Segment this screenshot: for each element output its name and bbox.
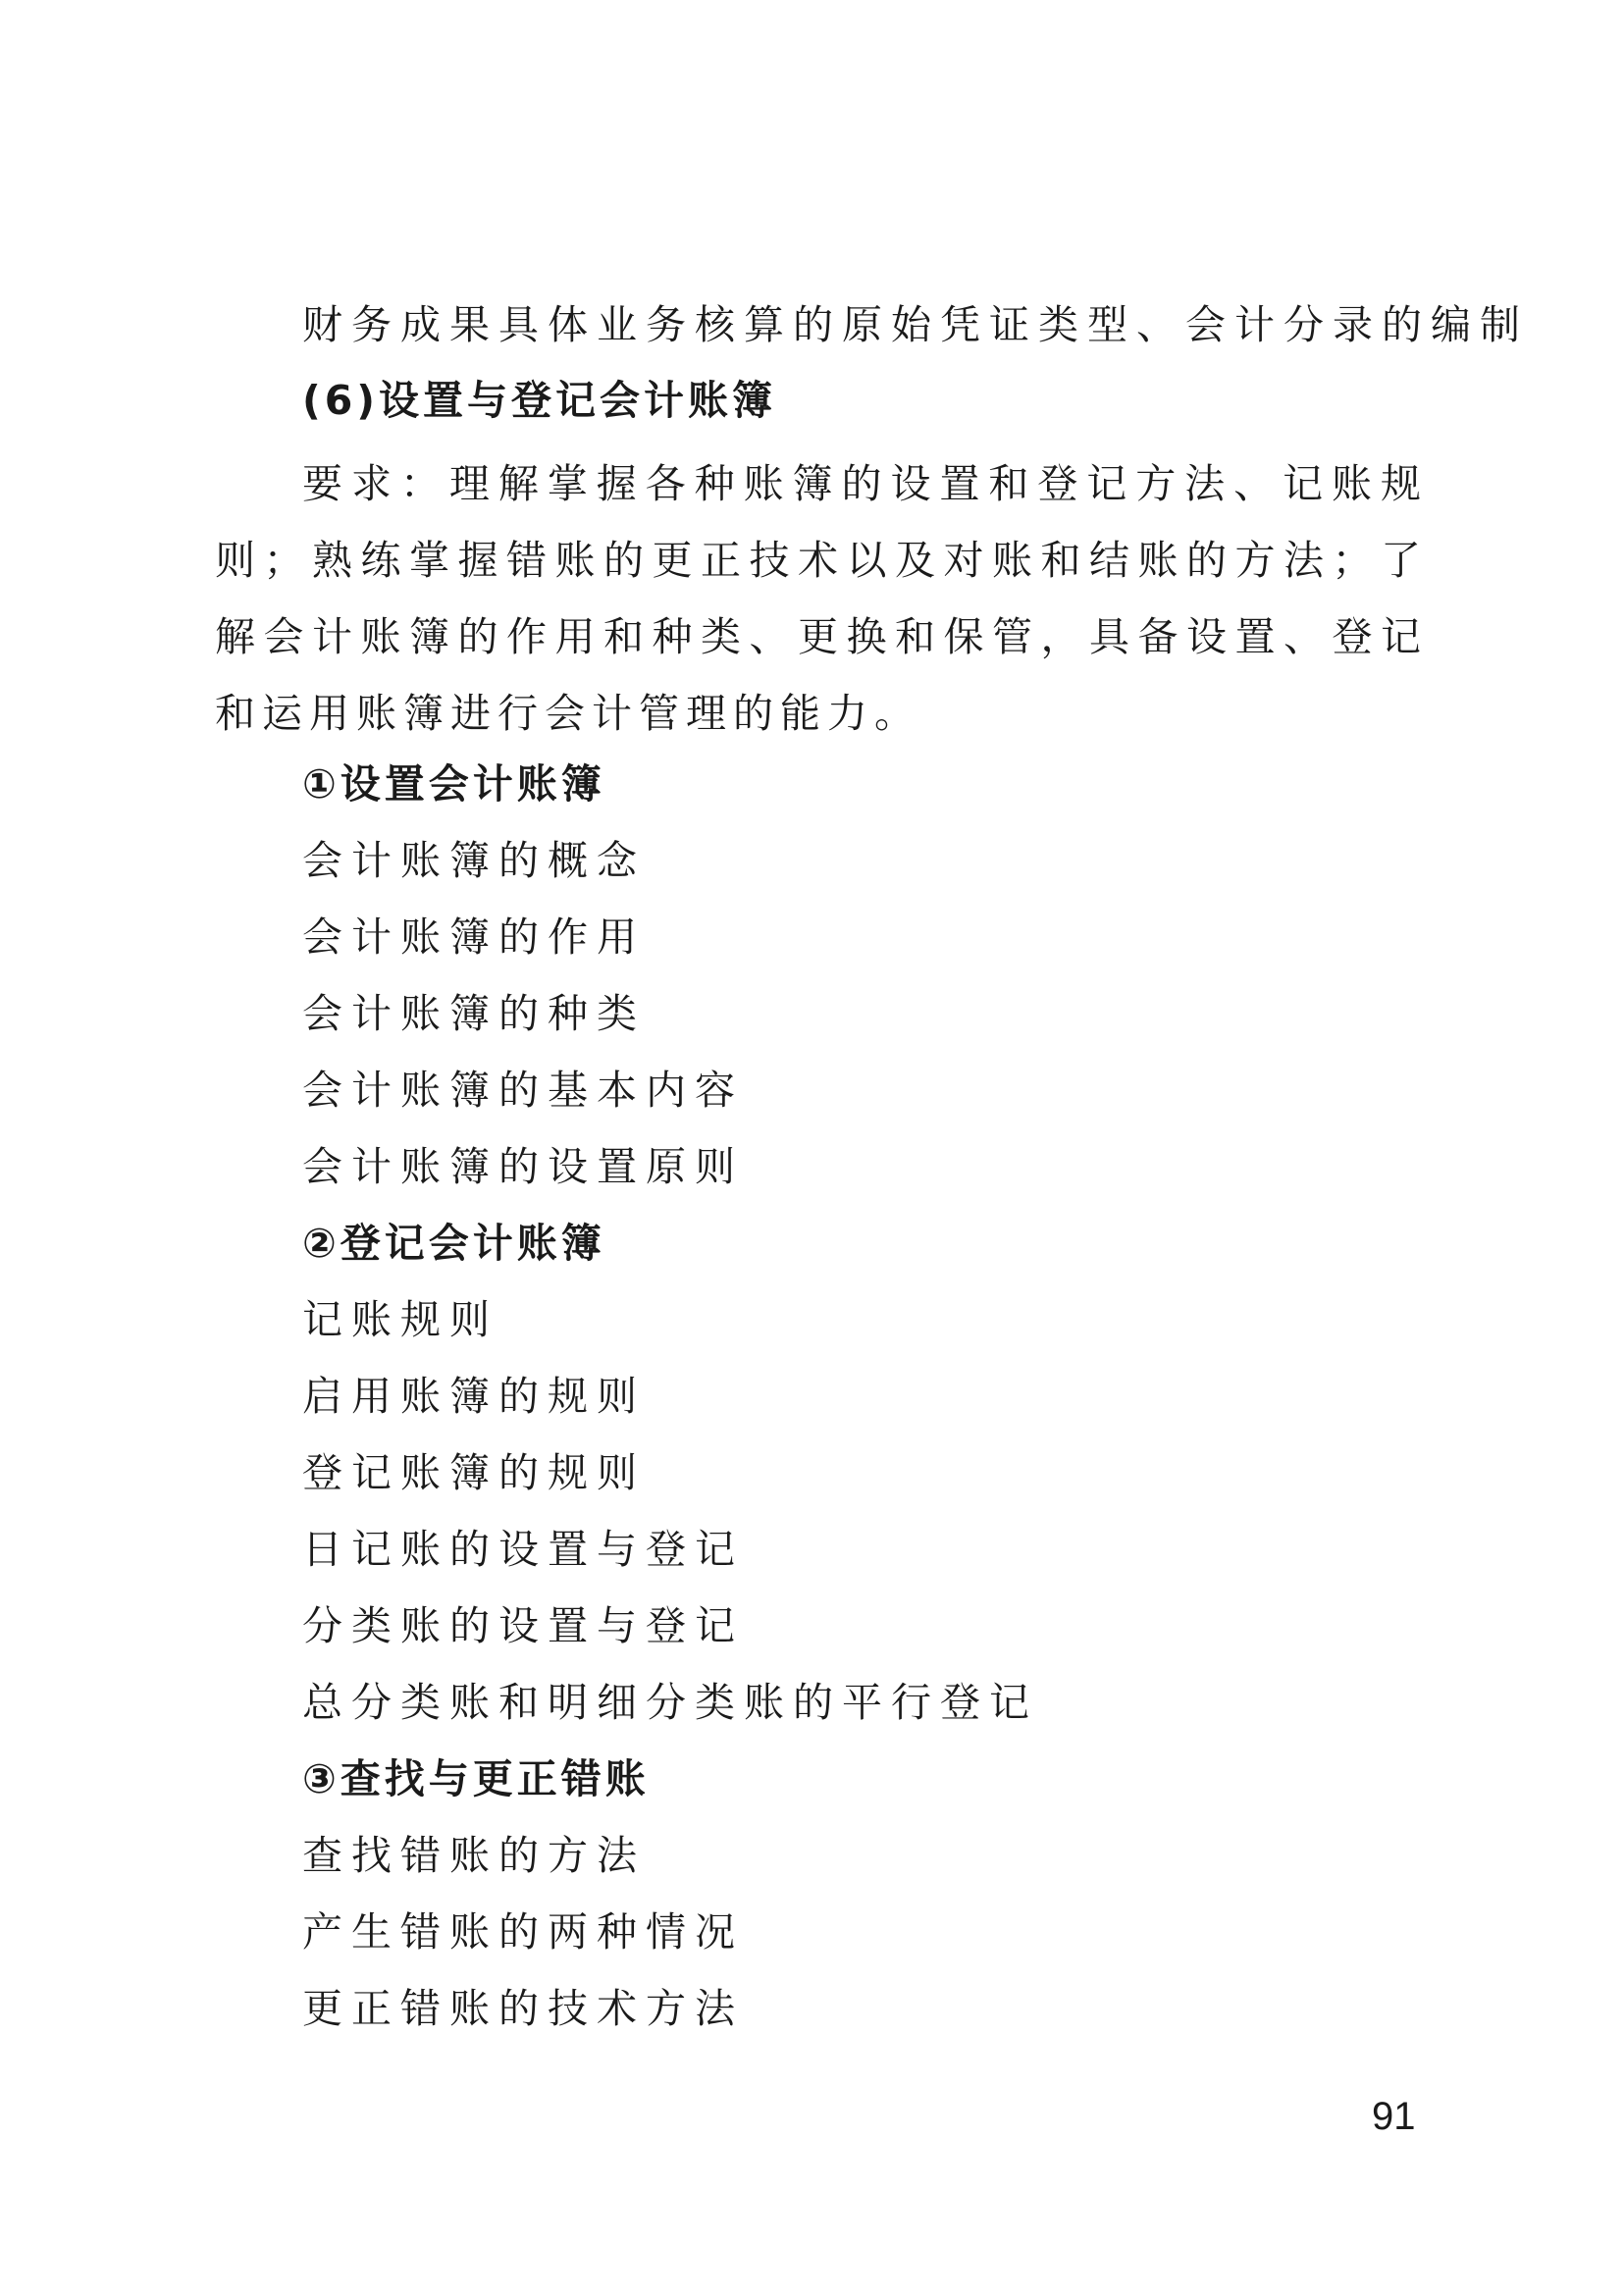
- list-item: 产生错账的两种情况: [302, 1908, 744, 1956]
- list-item: 会计账簿的基本内容: [302, 1067, 744, 1114]
- list-item: 记账规则: [302, 1296, 498, 1343]
- list-item: 总分类账和明细分类账的平行登记: [302, 1679, 1038, 1726]
- list-item: 日记账的设置与登记: [302, 1526, 744, 1573]
- subsection-2-heading: ②登记会计账簿: [302, 1220, 605, 1267]
- list-item: 登记账簿的规则: [302, 1449, 646, 1496]
- subsection-3-heading: ③查找与更正错账: [302, 1755, 650, 1802]
- list-item: 查找错账的方法: [302, 1832, 646, 1879]
- subsection-1-heading: ①设置会计账簿: [302, 760, 605, 808]
- list-item: 会计账簿的设置原则: [302, 1143, 744, 1190]
- requirement-paragraph: 要求：理解掌握各种账簿的设置和登记方法、记账规则；熟练掌握错账的更正技术以及对账和结账的方法；了解会计账簿的作用和种类、更换和保管，具备设置、登记和运用账簿进行会计管理的能力。: [215, 460, 1428, 737]
- list-item: 会计账簿的作用: [302, 913, 646, 961]
- list-item: 会计账簿的种类: [302, 990, 646, 1037]
- intro-line: 财务成果具体业务核算的原始凭证类型、会计分录的编制: [302, 301, 1529, 348]
- list-item: 更正错账的技术方法: [302, 1985, 744, 2032]
- list-item: 会计账簿的概念: [302, 837, 646, 884]
- list-item: 启用账簿的规则: [302, 1373, 646, 1420]
- list-item: 分类账的设置与登记: [302, 1602, 744, 1649]
- section-6-heading: (6)设置与登记会计账簿: [302, 377, 777, 424]
- page-number: 91: [1372, 2095, 1416, 2138]
